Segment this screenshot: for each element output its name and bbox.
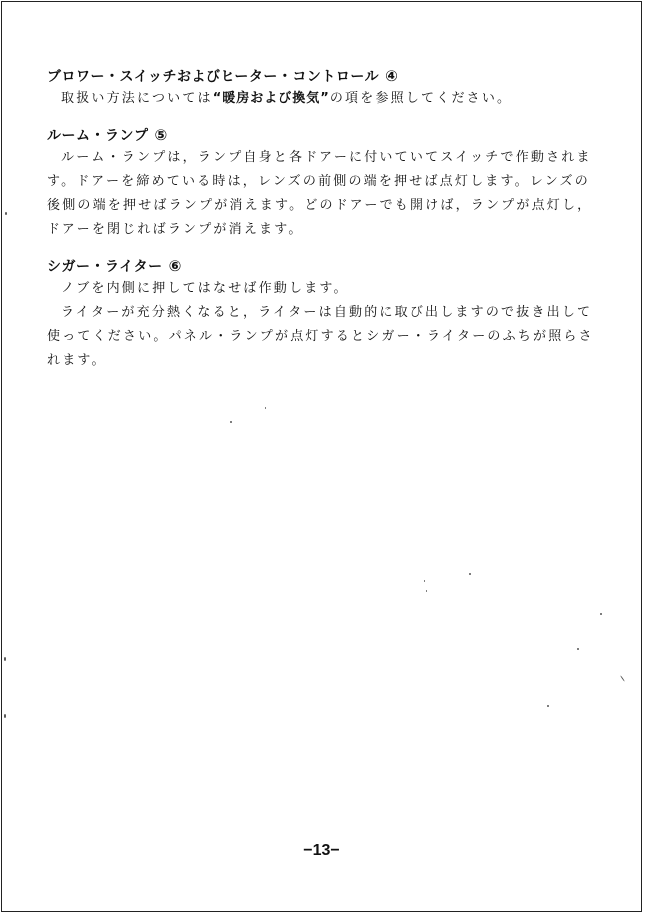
paragraph-line: れます。 bbox=[47, 353, 107, 368]
section-heading bbox=[47, 125, 607, 146]
heading-text: ルーム・ランプ bbox=[47, 128, 149, 144]
section-blower-switch bbox=[47, 66, 607, 111]
section-heading bbox=[47, 256, 607, 277]
item-number-badge: ⑤ bbox=[154, 126, 168, 144]
scan-speck bbox=[424, 580, 425, 582]
item-number-badge: ④ bbox=[385, 67, 399, 85]
scan-speck bbox=[620, 675, 625, 681]
scan-speck bbox=[265, 407, 266, 409]
paragraph-line: ドアーを閉じればランプが消えます。 bbox=[47, 222, 304, 237]
paragraph-line: す。ドアーを締めている時は，レンズの前側の端を押せば点灯します。レンズの bbox=[47, 174, 590, 189]
paragraph-line: ライターが充分熱くなると，ライターは自動的に取び出しますので抜き出して bbox=[61, 305, 593, 320]
section-heading bbox=[47, 66, 607, 87]
section-cigar-lighter bbox=[47, 256, 607, 373]
emphasized-text: “暖房および換気” bbox=[212, 91, 330, 106]
scan-speck bbox=[4, 657, 6, 661]
scan-speck bbox=[5, 212, 7, 215]
text-run: の項を参照してください。 bbox=[329, 91, 513, 106]
heading-text: ブロワー・スイッチおよびヒーター・コントロール bbox=[47, 69, 380, 85]
text-run: 取扱い方法については bbox=[61, 91, 213, 106]
scan-speck bbox=[230, 421, 232, 423]
item-number-badge: ⑥ bbox=[168, 257, 182, 275]
page-number: −13− bbox=[303, 842, 340, 859]
paragraph-line: ノブを内側に押してはなせば作動します。 bbox=[61, 281, 349, 296]
paragraph-line: 使ってください。パネル・ランプが点灯するとシガー・ライターのふちが照らさ bbox=[47, 329, 594, 344]
paragraph-line bbox=[47, 87, 607, 111]
heading-text: シガー・ライター bbox=[47, 259, 163, 275]
scan-speck bbox=[600, 613, 602, 615]
section-room-lamp bbox=[47, 125, 607, 242]
document-page bbox=[1, 1, 642, 912]
scan-speck bbox=[547, 705, 549, 707]
scan-speck bbox=[469, 573, 471, 575]
paragraph-line: ルーム・ランプは，ランプ自身と各ドアーに付いていてスイッチで作動されま bbox=[61, 150, 592, 165]
scan-speck bbox=[426, 590, 427, 592]
paragraph-line: 後側の端を押せばランプが消えます。どのドアーでも開けば，ランプが点灯し， bbox=[47, 198, 593, 213]
scan-speck bbox=[4, 714, 6, 718]
scan-speck bbox=[577, 648, 579, 650]
